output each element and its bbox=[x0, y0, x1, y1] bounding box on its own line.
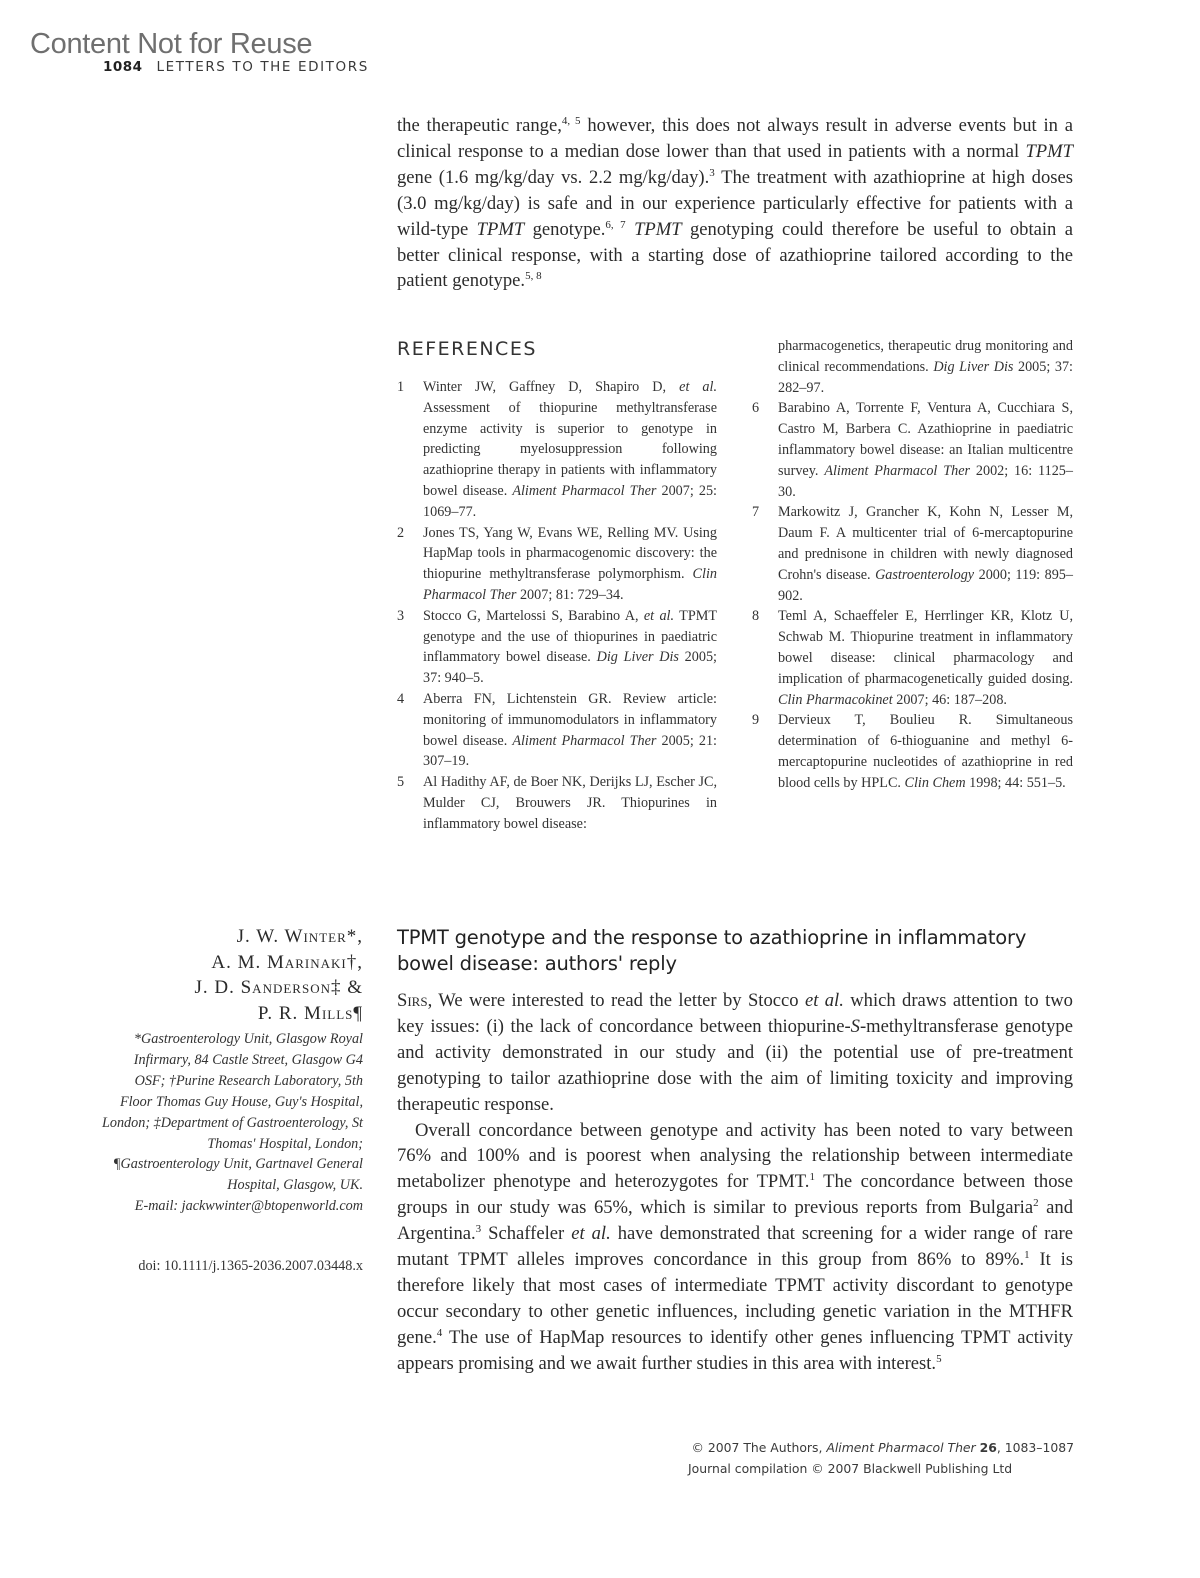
compilation-line: Journal compilation © 2007 Blackwell Publishing Ltd bbox=[688, 1461, 1013, 1476]
reference-item bbox=[752, 710, 1073, 793]
intro-paragraph bbox=[397, 113, 1073, 294]
reference-number: 9 bbox=[752, 712, 760, 729]
reference-text: Dervieux T, Boulieu R. Simultaneous determination of 6-thioguanine and methyl 6-mercaptopurine nucleotides of azathioprine in red blood cells by HPLC. Clin Chem 1998; 44: 551–5. bbox=[778, 712, 1073, 791]
italic-text: Clin Pharmacokinet bbox=[778, 691, 893, 708]
author-name: A. M. Marinaki†, bbox=[211, 951, 363, 973]
italic-text: TPMT bbox=[634, 218, 682, 240]
citation-superscript: 5 bbox=[936, 1352, 942, 1365]
italic-text: et al. bbox=[804, 990, 844, 1011]
reply-paragraph-2: Overall concordance between genotype and activity has been noted to vary between 76% and 100% and is poorest when analysing the relationship between intermediate metabolizer phenotype and heterozygotes for TPMT.$^1$ The concordance between those groups in our study was 65%, which is similar to previous reports from Bulgaria$^2$ and Argentina.$^3$ Schaffeler et al. have demonstrated that screening for a wider range of rare mutant TPMT alleles improves concordance in this group from 86% to 89%.$^1$ It is therefore likely that most cases of intermediate TPMT activity discordant to genotype occur secondary to other genetic influences, including genetic variation in the MTHFR gene.$^4$ The use of HapMap resources to identify other genes influencing TPMT activity appears promising and we await further studies in this area with interest.$^5$ bbox=[397, 1119, 1074, 1374]
citation-superscript: 4, 5 bbox=[561, 115, 581, 127]
reference-number: 7 bbox=[752, 504, 760, 521]
affiliation-text: *Gastroenterology Unit, Glasgow Royal Infirmary, 84 Castle Street, Glasgow G4 OSF; †Purine Research Laboratory, 5th Floor Thomas Guy House, Guy's Hospital, London; ‡Department of Gastroenterology, St Thomas' Hospital, London; ¶Gastroenterology Unit, Gartnavel General Hospital, Glasgow, UK. bbox=[101, 1031, 363, 1194]
references-list-right bbox=[752, 398, 1073, 793]
citation-superscript: 6, 7 bbox=[605, 218, 626, 231]
author-email[interactable]: E-mail: jackwwinter@btopenworld.com bbox=[134, 1198, 363, 1215]
italic-text: S bbox=[850, 1015, 860, 1037]
reference-text: Al Hadithy AF, de Boer NK, Derijks LJ, Escher JC, Mulder CJ, Brouwers JR. Thiopurines in inflammatory bowel disease: bbox=[423, 774, 717, 832]
italic-text: Dig Liver Dis bbox=[933, 358, 1014, 375]
journal-volume: 26 bbox=[979, 1440, 997, 1455]
reference-number: 6 bbox=[752, 400, 760, 417]
reference-number: 5 bbox=[397, 774, 405, 791]
reply-title: TPMT genotype and the response to azathioprine in inflammatory bowel disease: authors' reply bbox=[397, 926, 1027, 975]
reference-item bbox=[752, 502, 1073, 606]
italic-text: Clin Chem bbox=[904, 774, 966, 791]
reply-paragraph-1: Sirs, We were interested to read the letter by Stocco et al. which draws attention to two key issues: (i) the lack of concordance between thiopurine-S-methyltransferase genotype and activity demonstrated in our study and (ii) the potential use of pre-treatment genotyping to tailor azathioprine dose with the aim of limiting toxicity and improving therapeutic response. bbox=[397, 990, 1073, 1115]
reference-item bbox=[397, 689, 717, 772]
reference-item bbox=[397, 772, 717, 834]
reply-body bbox=[397, 988, 1073, 1377]
references-column-right bbox=[752, 336, 1073, 794]
reference-item bbox=[397, 606, 717, 689]
reference-text: Teml A, Schaeffeler E, Herrlinger KR, Klotz U, Schwab M. Thiopurine treatment in inflammatory bowel disease: clinical pharmacology and implication of pharmacogenetically guided dosing. Clin Pharmacokinet 2007; 46: 187–208. bbox=[778, 608, 1073, 708]
citation-superscript: 4 bbox=[436, 1326, 443, 1339]
intro-text: the therapeutic range,$^{4, 5}$ however, this does not always result in adverse events but in a clinical response to a median dose lower than that used in patients with a normal TPMT gene (1.6 mg/kg/day vs. 2.2 mg/kg/day).$^3$ The treatment with azathioprine at high doses (3.0 mg/kg/day) is safe and in our experience particularly effective for patients with a wild-type TPMT genotype.$^{6, 7}$ TPMT genotyping could therefore be useful to obtain a better clinical response, with a starting dose of azathioprine tailored according to the patient genotype.$^{5, 8}$ bbox=[397, 115, 1074, 292]
reference-number: 1 bbox=[397, 379, 405, 395]
citation-superscript: 5, 8 bbox=[525, 270, 542, 283]
reference-text: Aberra FN, Lichtenstein GR. Review article: monitoring of immunomodulators in inflammatory bowel disease. Aliment Pharmacol Ther 2005; 21: 307–19. bbox=[423, 690, 717, 770]
copyright-line: © 2007 The Authors, Aliment Pharmacol Ther 26, 1083–1087 bbox=[691, 1440, 1074, 1455]
italic-text: Aliment Pharmacol Ther bbox=[512, 732, 657, 749]
watermark: Content Not for Reuse bbox=[30, 28, 313, 60]
page-footer bbox=[688, 1437, 1074, 1479]
citation-superscript: 1 bbox=[1024, 1249, 1030, 1262]
author-list bbox=[100, 924, 363, 1027]
italic-text: TPMT bbox=[1025, 140, 1073, 162]
reference-item bbox=[397, 377, 717, 523]
page-number: 1084 bbox=[103, 59, 143, 75]
section-title: LETTERS TO THE EDITORS bbox=[156, 59, 369, 75]
italic-text: et al. bbox=[643, 607, 675, 624]
journal-name: Aliment Pharmacol Ther bbox=[826, 1440, 976, 1455]
reference-item bbox=[752, 398, 1073, 502]
reference-item bbox=[752, 606, 1073, 710]
italic-text: Dig Liver Dis bbox=[596, 649, 679, 666]
reference-text: Stocco G, Martelossi S, Barabino A, et al. TPMT genotype and the use of thiopurines in paediatric inflammatory bowel disease. Dig Liver Dis 2005; 37: 940–5. bbox=[423, 607, 717, 687]
reference-text: Jones TS, Yang W, Evans WE, Relling MV. Using HapMap tools in pharmacogenomic discovery: the thiopurine methyltransferase polymorphism. Clin Pharmacol Ther 2007; 81: 729–34. bbox=[423, 524, 717, 603]
citation-superscript: 3 bbox=[709, 166, 715, 179]
citation-superscript: 1 bbox=[809, 1171, 815, 1184]
reference-item bbox=[397, 523, 717, 606]
citation-superscript: 3 bbox=[475, 1223, 482, 1236]
references-column-left bbox=[397, 377, 717, 835]
doi[interactable]: doi: 10.1111/j.1365-2036.2007.03448.x bbox=[138, 1258, 363, 1274]
author-name: P. R. Mills¶ bbox=[257, 1003, 363, 1025]
salutation: Sirs bbox=[397, 990, 428, 1011]
reference-text: Barabino A, Torrente F, Ventura A, Cucchiara S, Castro M, Barbera C. Azathioprine in paediatric inflammatory bowel disease: an Italian multicentre survey. Aliment Pharmacol Ther 2002; 16: 1125–30. bbox=[778, 400, 1073, 500]
reference-number: 2 bbox=[397, 524, 405, 541]
italic-text: Clin Pharmacol Ther bbox=[423, 566, 717, 603]
reference-number: 3 bbox=[397, 607, 405, 624]
author-name: J. D. Sanderson‡ & bbox=[194, 977, 363, 999]
references-heading: REFERENCES bbox=[397, 338, 537, 360]
reference-number: 4 bbox=[397, 690, 405, 707]
author-name: J. W. Winter*, bbox=[236, 926, 363, 947]
citation-superscript: 2 bbox=[1033, 1197, 1039, 1210]
italic-text: TPMT bbox=[476, 218, 525, 240]
running-head bbox=[103, 61, 369, 75]
italic-text: Gastroenterology bbox=[875, 566, 975, 583]
reference-continuation: pharmacogenetics, therapeutic drug monitoring and clinical recommendations. Dig Liver Dis 2005; 37: 282–97. bbox=[778, 338, 1074, 396]
italic-text: et al. bbox=[571, 1223, 611, 1245]
author-affiliations bbox=[100, 1029, 363, 1217]
reference-number: 8 bbox=[752, 608, 760, 625]
italic-text: et al. bbox=[679, 379, 717, 395]
italic-text: Aliment Pharmacol Ther bbox=[824, 462, 971, 479]
reference-text: Winter JW, Gaffney D, Shapiro D, et al. Assessment of thiopurine methyltransferase enzyme activity is superior to genotype in predicting myelosuppression following azathioprine therapy in patients with inflammatory bowel disease. Aliment Pharmacol Ther 2007; 25: 1069–77. bbox=[423, 379, 717, 520]
italic-text: Aliment Pharmacol Ther bbox=[512, 482, 657, 499]
reference-text: Markowitz J, Grancher K, Kohn N, Lesser M, Daum F. A multicenter trial of 6-mercaptopurine and prednisone in children with newly diagnosed Crohn's disease. Gastroenterology 2000; 119: 895–902. bbox=[778, 504, 1073, 604]
